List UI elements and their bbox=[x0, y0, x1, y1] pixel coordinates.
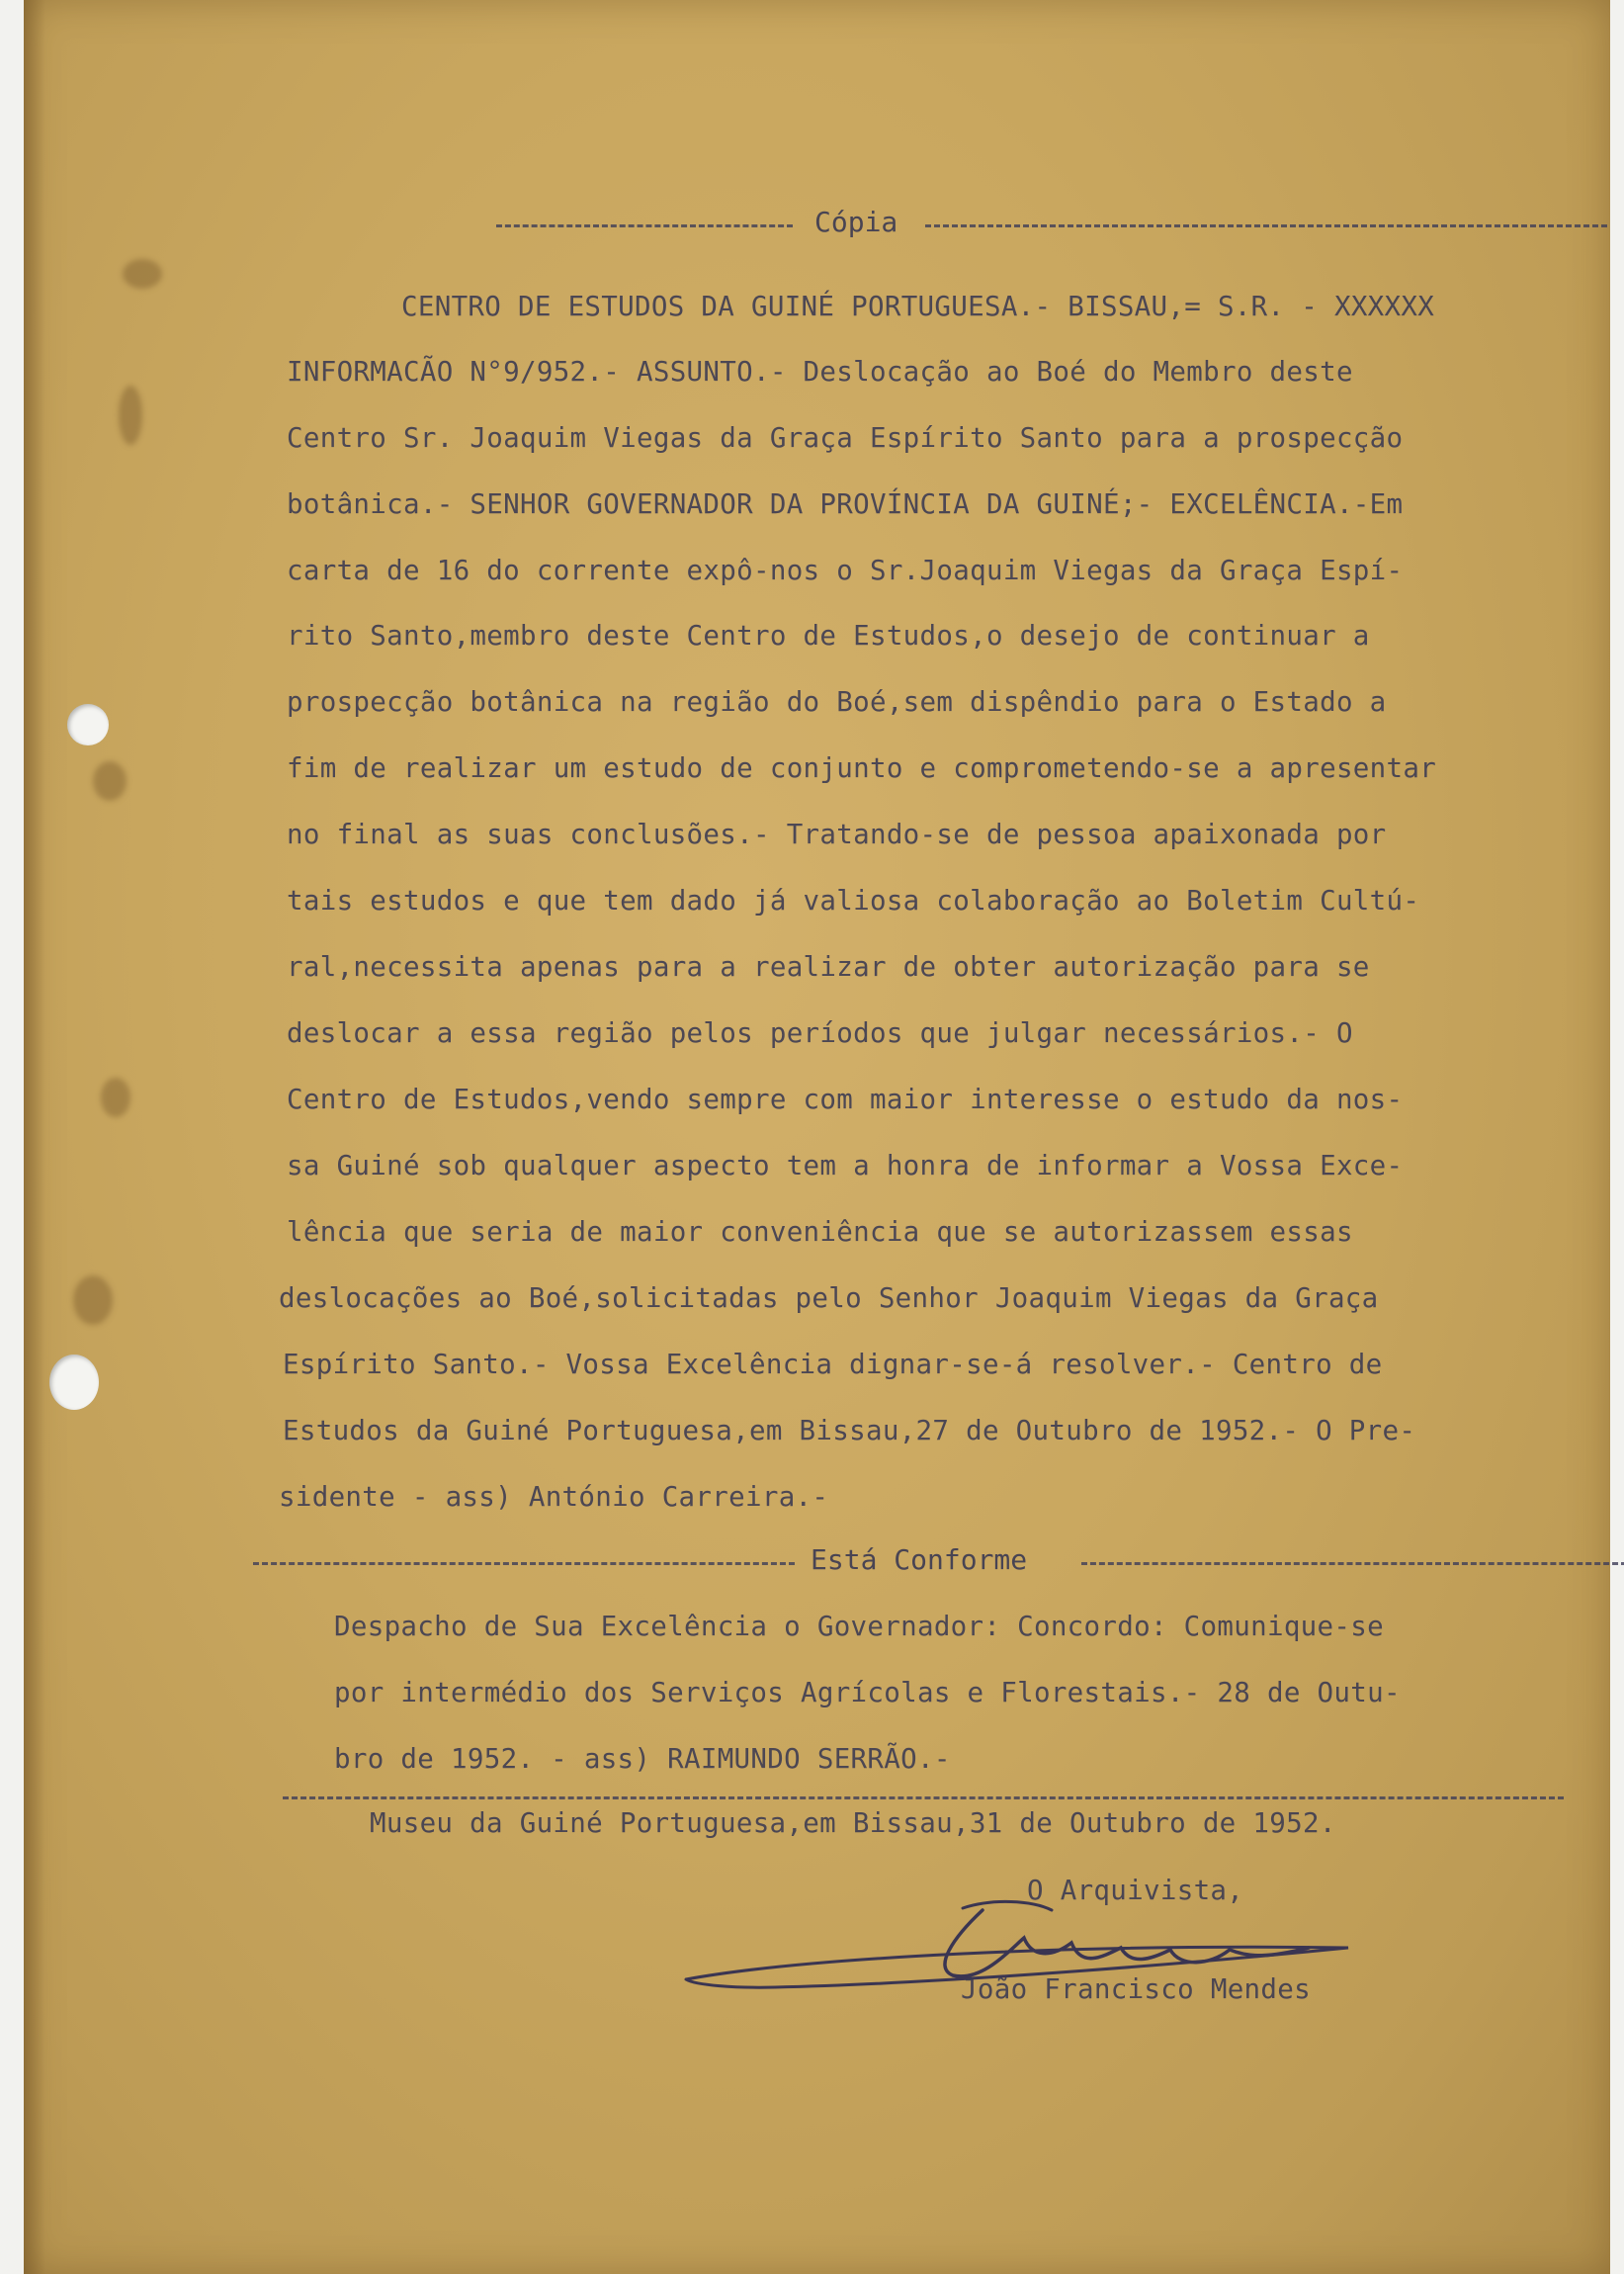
despacho-line: Despacho de Sua Excelência o Governador: Concordo: Comunique-se bbox=[334, 1611, 1384, 1642]
stain-mark bbox=[101, 1078, 130, 1117]
body-line: rito Santo,membro deste Centro de Estudos,o desejo de continuar a bbox=[287, 620, 1370, 652]
body-line: no final as suas conclusões.- Tratando-se de pessoa apaixonada por bbox=[287, 819, 1387, 850]
conforme-rule-left bbox=[253, 1562, 795, 1565]
body-line: Espírito Santo.- Vossa Excelência dignar-se-á resolver.- Centro de bbox=[283, 1349, 1383, 1380]
punch-hole-bottom bbox=[49, 1355, 99, 1410]
body-line: lência que seria de maior conveniência que se autorizassem essas bbox=[287, 1216, 1353, 1248]
body-line: fim de realizar um estudo de conjunto e comprometendo-se a apresentar bbox=[287, 752, 1437, 784]
signature-role: O Arquivista, bbox=[1027, 1875, 1244, 1906]
document-page bbox=[24, 0, 1610, 2274]
despacho-line: por intermédio dos Serviços Agrícolas e Florestais.- 28 de Outu- bbox=[334, 1677, 1401, 1708]
body-line: ral,necessita apenas para a realizar de obter autorização para se bbox=[287, 951, 1370, 983]
body-line: Centro Sr. Joaquim Viegas da Graça Espírito Santo para a prospecção bbox=[287, 422, 1404, 454]
signature-name: João Francisco Mendes bbox=[961, 1973, 1311, 2005]
body-line: carta de 16 do corrente expô-nos o Sr.Joaquim Viegas da Graça Espí- bbox=[287, 555, 1404, 586]
body-line: prospecção botânica na região do Boé,sem dispêndio para o Estado a bbox=[287, 686, 1387, 718]
body-line: INFORMACÃO N°9/952.- ASSUNTO.- Deslocação ao Boé do Membro deste bbox=[287, 356, 1353, 388]
body-line: Centro de Estudos,vendo sempre com maior interesse o estudo da nos- bbox=[287, 1084, 1404, 1115]
body-line: CENTRO DE ESTUDOS DA GUINÉ PORTUGUESA.- BISSAU,= S.R. - XXXXXX bbox=[401, 291, 1435, 322]
body-line: deslocar a essa região pelos períodos que julgar necessários.- O bbox=[287, 1017, 1353, 1049]
document-title: Cópia bbox=[814, 206, 898, 238]
body-line: botânica.- SENHOR GOVERNADOR DA PROVÍNCIA DA GUINÉ;- EXCELÊNCIA.-Em bbox=[287, 488, 1404, 520]
punch-hole-top bbox=[67, 704, 109, 745]
body-line: sidente - ass) António Carreira.- bbox=[279, 1481, 829, 1513]
stain-mark bbox=[73, 1275, 113, 1325]
despacho-rule bbox=[283, 1796, 1564, 1799]
stain-mark bbox=[119, 386, 142, 445]
body-line: tais estudos e que tem dado já valiosa colaboração ao Boletim Cultú- bbox=[287, 885, 1420, 917]
body-line: Estudos da Guiné Portuguesa,em Bissau,27 de Outubro de 1952.- O Pre- bbox=[283, 1415, 1416, 1446]
closing-line: Museu da Guiné Portuguesa,em Bissau,31 de Outubro de 1952. bbox=[370, 1807, 1336, 1839]
body-line: deslocações ao Boé,solicitadas pelo Senhor Joaquim Viegas da Graça bbox=[279, 1282, 1379, 1314]
despacho-line: bro de 1952. - ass) RAIMUNDO SERRÃO.- bbox=[334, 1743, 951, 1775]
conforme-rule-right bbox=[1081, 1562, 1624, 1565]
title-rule-left bbox=[496, 224, 793, 227]
stain-mark bbox=[93, 761, 127, 801]
title-rule-right bbox=[925, 224, 1607, 227]
conforme-label: Está Conforme bbox=[811, 1543, 1028, 1576]
stain-mark bbox=[123, 259, 162, 289]
body-line: sa Guiné sob qualquer aspecto tem a honra de informar a Vossa Exce- bbox=[287, 1150, 1404, 1181]
